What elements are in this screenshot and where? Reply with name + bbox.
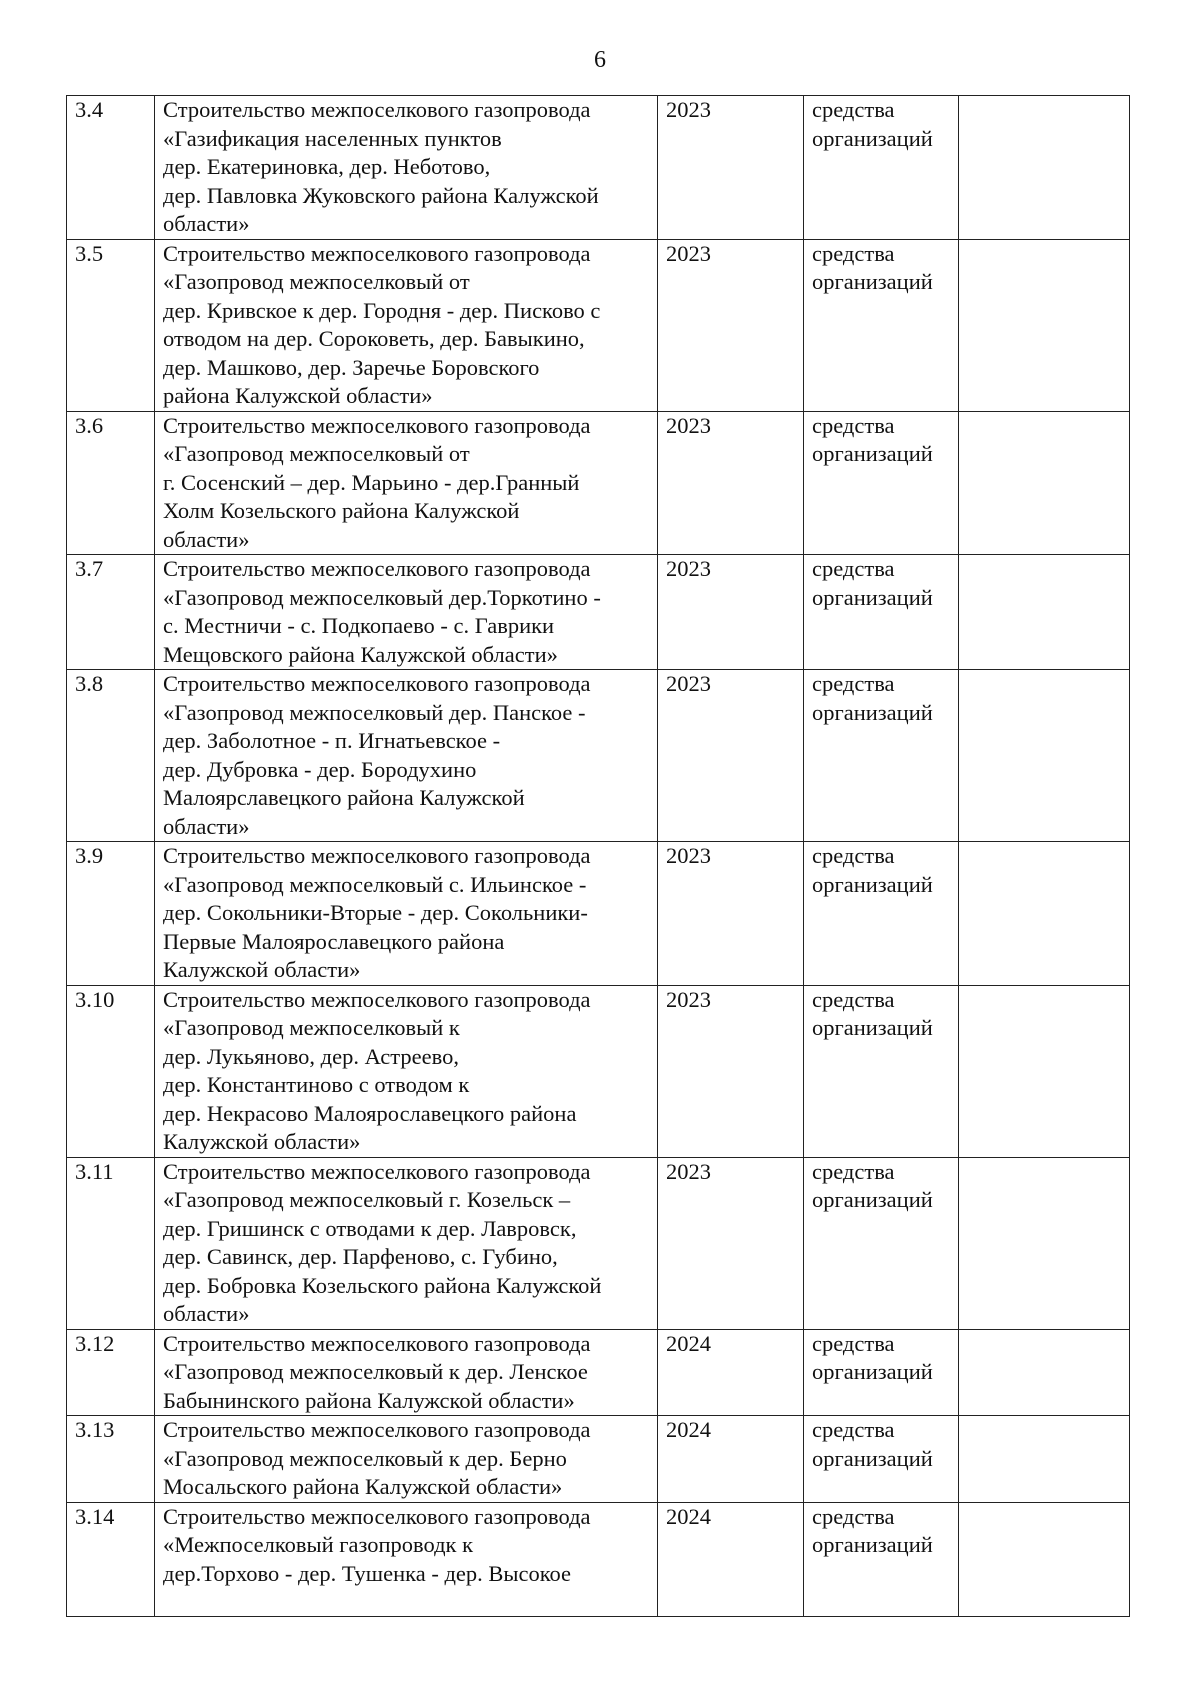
item-funding-source: средства организаций [804, 1502, 959, 1616]
item-description: Строительство межпоселкового газопровода «Газопровод межпоселковый от г. Сосенский – дер. Марьино - дер.Гранный Холм Козельского района Калужской области» [155, 411, 658, 555]
item-description: Строительство межпоселкового газопровода «Газификация населенных пунктов дер. Екатериновка, дер. Неботово, дер. Павловка Жуковского района Калужской области» [155, 96, 658, 240]
item-year: 2023 [658, 842, 804, 986]
item-description: Строительство межпоселкового газопровода «Газопровод межпоселковый с. Ильинское - дер. Сокольники-Вторые - дер. Сокольники- Первые Малоярославецкого района Калужской области» [155, 842, 658, 986]
item-funding-source: средства организаций [804, 1329, 959, 1416]
table-row [67, 670, 1130, 842]
item-number: 3.5 [67, 239, 155, 411]
item-description: Строительство межпоселкового газопровода «Газопровод межпоселковый к дер. Лукьяново, дер. Астреево, дер. Константиново с отводом к дер. Некрасово Малоярославецкого района Калужской области» [155, 985, 658, 1157]
item-year: 2023 [658, 1157, 804, 1329]
item-description: Строительство межпоселкового газопровода «Газопровод межпоселковый дер. Панское - дер. Заболотное - п. Игнатьевское - дер. Дубровка - дер. Бородухино Малоярславецкого района Калужской области» [155, 670, 658, 842]
item-year: 2024 [658, 1502, 804, 1616]
item-number: 3.11 [67, 1157, 155, 1329]
item-funding-source: средства организаций [804, 670, 959, 842]
item-extra [959, 411, 1130, 555]
item-description: Строительство межпоселкового газопровода «Газопровод межпоселковый дер.Торкотино - с. Местничи - с. Подкопаево - с. Гаврики Мещовского района Калужской области» [155, 555, 658, 670]
item-number: 3.8 [67, 670, 155, 842]
item-extra [959, 842, 1130, 986]
item-number: 3.10 [67, 985, 155, 1157]
table-row [67, 1416, 1130, 1503]
item-year: 2023 [658, 239, 804, 411]
item-funding-source: средства организаций [804, 96, 959, 240]
item-year: 2023 [658, 96, 804, 240]
item-description: Строительство межпоселкового газопровода «Газопровод межпоселковый от дер. Кривское к дер. Городня - дер. Писково с отводом на дер. Сороковеть, дер. Бавыкино, дер. Машково, дер. Заречье Боровского района Калужской области» [155, 239, 658, 411]
program-table [66, 95, 1130, 1617]
table-row [67, 555, 1130, 670]
item-extra [959, 1329, 1130, 1416]
item-number: 3.4 [67, 96, 155, 240]
item-description: Строительство межпоселкового газопровода «Газопровод межпоселковый г. Козельск – дер. Гришинск с отводами к дер. Лавровск, дер. Савинск, дер. Парфеново, с. Губино, дер. Бобровка Козельского района Калужской области» [155, 1157, 658, 1329]
table-row [67, 1502, 1130, 1616]
table-row [67, 239, 1130, 411]
page-number: 6 [594, 47, 606, 73]
item-year: 2024 [658, 1329, 804, 1416]
item-description: Строительство межпоселкового газопровода «Газопровод межпоселковый к дер. Берно Мосальского района Калужской области» [155, 1416, 658, 1503]
item-funding-source: средства организаций [804, 411, 959, 555]
item-extra [959, 670, 1130, 842]
item-extra [959, 985, 1130, 1157]
program-table-body [67, 96, 1130, 1617]
item-extra [959, 1157, 1130, 1329]
item-year: 2023 [658, 670, 804, 842]
item-funding-source: средства организаций [804, 555, 959, 670]
table-row [67, 411, 1130, 555]
item-funding-source: средства организаций [804, 1416, 959, 1503]
item-extra [959, 96, 1130, 240]
item-funding-source: средства организаций [804, 239, 959, 411]
item-number: 3.12 [67, 1329, 155, 1416]
table-row [67, 96, 1130, 240]
item-description: Строительство межпоселкового газопровода «Межпоселковый газопроводк к дер.Торхово - дер. Тушенка - дер. Высокое [155, 1502, 658, 1616]
item-number: 3.6 [67, 411, 155, 555]
item-extra [959, 1416, 1130, 1503]
item-number: 3.7 [67, 555, 155, 670]
item-funding-source: средства организаций [804, 842, 959, 986]
item-number: 3.13 [67, 1416, 155, 1503]
item-year: 2023 [658, 555, 804, 670]
item-year: 2024 [658, 1416, 804, 1503]
table-row [67, 1157, 1130, 1329]
table-row [67, 985, 1130, 1157]
item-number: 3.9 [67, 842, 155, 986]
item-number: 3.14 [67, 1502, 155, 1616]
item-extra [959, 555, 1130, 670]
table-row [67, 842, 1130, 986]
item-extra [959, 1502, 1130, 1616]
item-year: 2023 [658, 411, 804, 555]
item-extra [959, 239, 1130, 411]
item-year: 2023 [658, 985, 804, 1157]
item-funding-source: средства организаций [804, 985, 959, 1157]
item-funding-source: средства организаций [804, 1157, 959, 1329]
item-description: Строительство межпоселкового газопровода «Газопровод межпоселковый к дер. Ленское Бабынинского района Калужской области» [155, 1329, 658, 1416]
table-row [67, 1329, 1130, 1416]
